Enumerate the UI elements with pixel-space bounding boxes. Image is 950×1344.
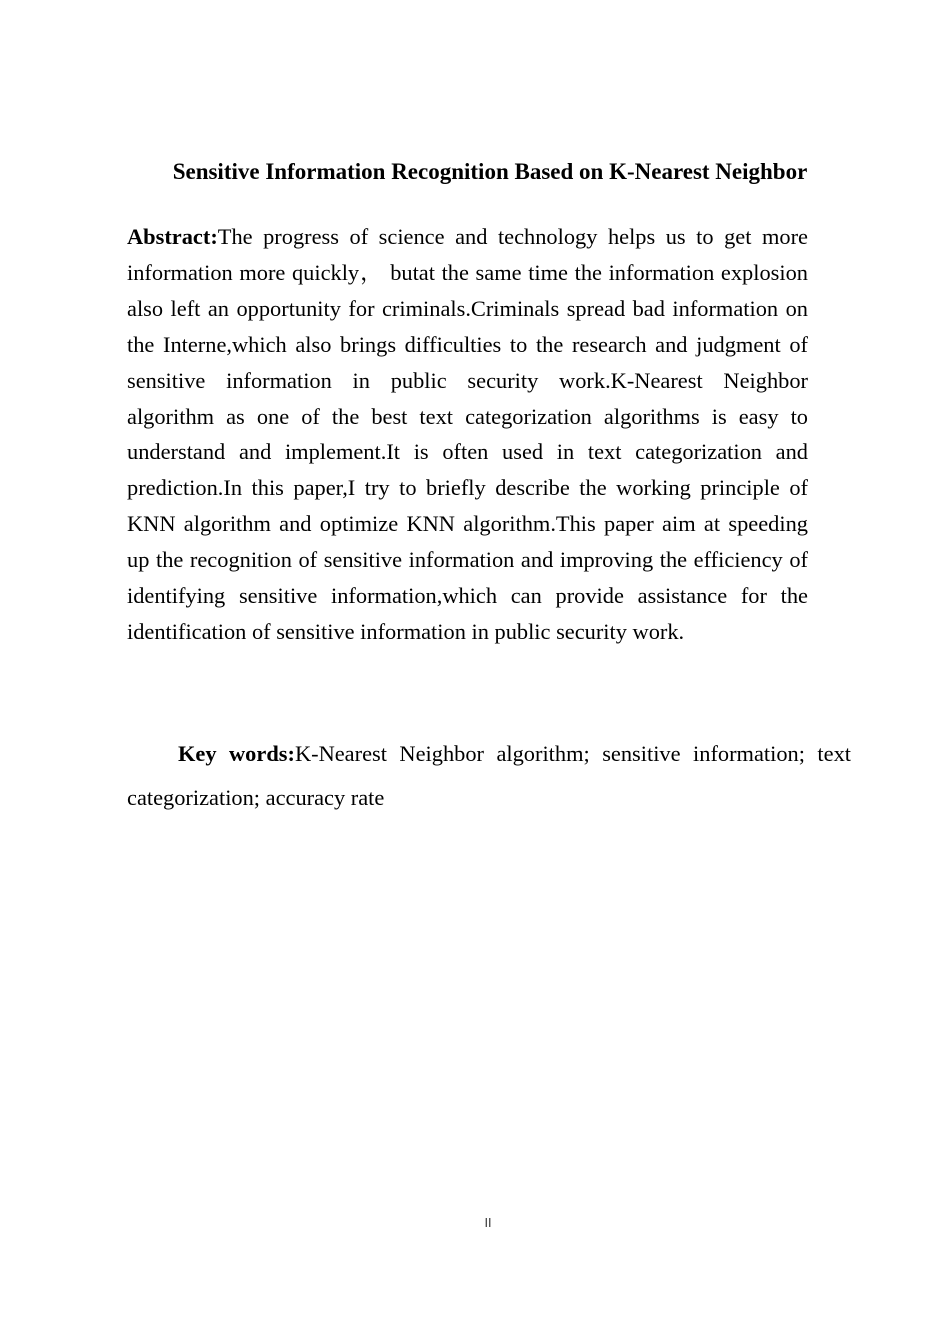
abstract-label: Abstract: [127,224,218,249]
keywords-label: Key words: [178,741,295,766]
abstract-text: The progress of science and technology helps us to get more information more quickly， butat the same time the information explosion also left an opportunity for criminals.Criminals spread bad information on the Interne,which also brings difficulties to the research and judgment of sensitive information in public security work.K-Nearest Neighbor algorithm as one of the best text categorization algorithms is easy to understand and implement.It is often used in text categorization and prediction.In this paper,I try to briefly describe the working principle of KNN algorithm and optimize KNN algorithm.This paper aim at speeding up the recognition of sensitive information and improving the efficiency of identifying sensitive information,which can provide assistance for the identification of sensitive information in public security work. [127,224,808,644]
page-title: Sensitive Information Recognition Based on K-Nearest Neighbor [172,159,808,184]
abstract-paragraph [127,219,808,650]
keywords-text: K-Nearest Neighbor algorithm; sensitive information; text categorization; accuracy rate [127,741,851,810]
keywords-paragraph [127,732,851,820]
page-number: II [484,1216,492,1230]
